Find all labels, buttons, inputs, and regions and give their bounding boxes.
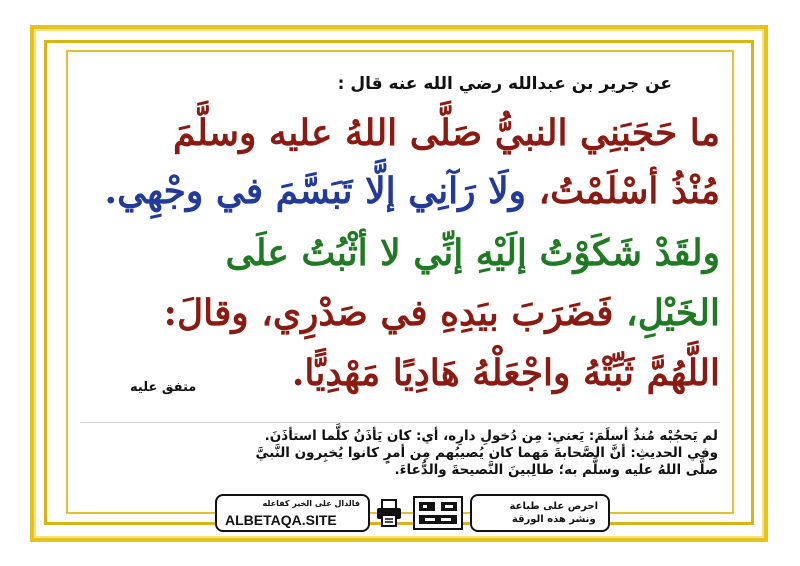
hadith-line-2-part-a: مُنْذُ أسْلَمْتُ،	[526, 170, 720, 212]
explanation-line: وفي الحديثِ: أنَّ الصَّحابةَ مَهما كان يُصيبُهم مِن أمرٍ كانوا يُخبِرون النَّبيَّ	[255, 445, 718, 461]
printer-icon	[375, 498, 403, 528]
footer	[215, 494, 610, 534]
site-box[interactable]	[215, 494, 370, 532]
hadith-line-3: ولقَدْ شَكَوْتُ إلَيْهِ إنِّي لا أثْبُتُ علَى	[225, 232, 720, 274]
print-reminder	[510, 500, 598, 526]
print-reminder-box	[470, 494, 610, 532]
hadith-line-4-part-a: الخَيْلِ،	[613, 292, 720, 334]
frame-accent-left	[44, 40, 47, 525]
logo-icon	[413, 496, 463, 530]
narrator-line: عن جرير بن عبدالله رضي الله عنه قال :	[337, 74, 672, 94]
hadith-line-1: ما حَجَبَنِي النبيُّ صَلَّى اللهُ عليه وسلَّمَ	[172, 112, 720, 154]
print-reminder-line-1: احرص على طباعة	[509, 501, 598, 512]
frame-accent-top	[44, 40, 754, 43]
explanation-line: صلَّى اللهُ عليه وسلَّم به؛ طالِبينَ النَّصيحةَ والدُّعاءَ.	[394, 462, 718, 478]
site-url[interactable]: ALBETAQA.SITE	[225, 512, 337, 528]
hadith-line-2-part-b: ولَا رَآنِي إلَّا تَبَسَّمَ في وجْهِي.	[104, 170, 527, 212]
explanation-line: لم يَحجُبْه مُنذُ أسلَمَ: يَعني: مِن دُخولِ دارِه، أي: كان يَأذَنُ كلَّما استأذَنَ.	[264, 428, 718, 444]
hadith-line-4	[164, 292, 720, 334]
divider	[80, 422, 720, 423]
hadith-line-2	[105, 170, 720, 212]
hadith-line-4-part-b: فَضَرَبَ بيَدِهِ في صَدْرِي، وقالَ:	[163, 292, 614, 334]
explanation	[78, 428, 718, 479]
hadith-line-5: اللَّهُمَّ ثَبِّتْهُ واجْعَلْهُ هَادِيًا مَهْدِيًّا.	[291, 352, 720, 394]
print-reminder-line-2: ونشر هذه الورقة	[511, 514, 596, 525]
source-label: متفق عليه	[130, 380, 197, 395]
frame-accent-right	[751, 40, 754, 525]
site-caption: فالدال على الخير كفاعله	[262, 499, 360, 508]
